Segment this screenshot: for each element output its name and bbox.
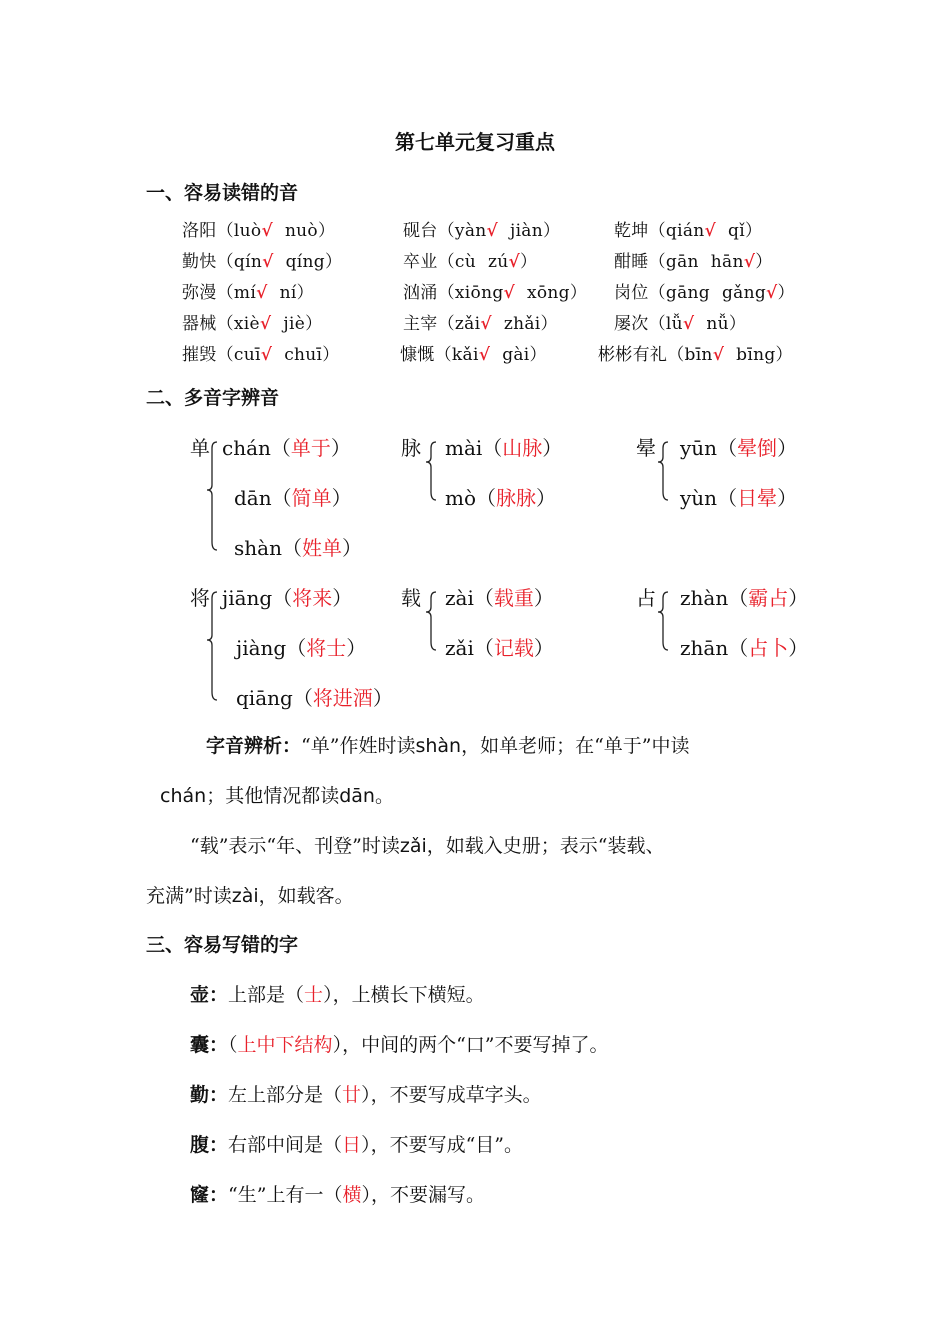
bracket: （ <box>216 314 234 334</box>
pronunciation-item <box>598 340 793 365</box>
bracket: （ <box>292 686 313 710</box>
example-word: 将士 <box>306 636 347 660</box>
check-mark: √ <box>682 314 695 334</box>
check-mark: √ <box>712 345 725 365</box>
answer-text: 日 <box>342 1134 362 1156</box>
check-mark: √ <box>480 314 492 334</box>
writing-item <box>190 980 485 1007</box>
reading-line <box>680 432 797 461</box>
polyphone-char: 将 <box>190 586 210 610</box>
pinyin-text: jiāng <box>222 586 273 610</box>
analysis-line-4 <box>146 881 354 908</box>
bracket: ） <box>777 486 798 510</box>
bracket: （ <box>473 636 494 660</box>
pinyin-option: bīn <box>684 345 713 365</box>
pronunciation-item <box>403 216 560 241</box>
pronunciation-item <box>614 216 762 241</box>
pronunciation-item <box>182 309 322 334</box>
section-heading-3: 三、容易写错的字 <box>146 934 299 956</box>
analysis-text: ，如载客。 <box>258 885 354 907</box>
check-mark: √ <box>503 283 515 303</box>
word: 屡次 <box>614 314 649 334</box>
reading-line <box>680 482 797 511</box>
bracket: ） <box>744 221 763 241</box>
pinyin-text: jiàng <box>236 636 287 660</box>
polyphone-char: 载 <box>401 586 421 610</box>
pinyin-text: zǎi <box>399 835 427 857</box>
note-text: ），不要写成草字头。 <box>361 1084 542 1106</box>
section-heading-2: 二、多音字辨音 <box>146 387 280 409</box>
pinyin-option: gān <box>665 252 699 272</box>
reading-line <box>234 482 352 511</box>
example-word: 山脉 <box>502 436 543 460</box>
pronunciation-item <box>614 278 795 303</box>
bracket: （ <box>648 314 666 334</box>
word: 摧毁 <box>182 345 217 365</box>
pronunciation-item <box>182 247 342 272</box>
word: 器械 <box>182 314 217 334</box>
bracket: （ <box>216 221 234 241</box>
reading-line <box>445 582 554 611</box>
note-text: ），中间的两个“口”不要写掉了。 <box>332 1034 609 1056</box>
analysis-text: 充满”时读 <box>146 885 232 907</box>
reading-line <box>680 582 808 611</box>
pinyin-option: xiōng <box>454 283 504 303</box>
reading-line <box>445 632 554 661</box>
pinyin-option: lǚ <box>665 314 683 334</box>
example-word: 脉脉 <box>496 486 537 510</box>
pinyin-text: zhàn <box>680 586 729 610</box>
word: 岗位 <box>614 283 649 303</box>
bracket: （ <box>216 283 234 303</box>
bracket: ） <box>569 283 588 303</box>
colon: ： <box>209 1034 229 1056</box>
writing-item <box>190 1030 609 1057</box>
bracket: （ <box>270 436 291 460</box>
pinyin-option: hān <box>710 252 744 272</box>
check-mark: √ <box>704 221 717 241</box>
pinyin-option: zú <box>488 252 509 272</box>
target-char: 窿 <box>190 1184 210 1206</box>
pinyin-option: qín <box>233 252 263 272</box>
bracket: ） <box>520 252 538 272</box>
pinyin-option: cuī <box>233 345 261 365</box>
pronunciation-item <box>403 309 558 334</box>
pinyin-option: gài <box>502 345 530 365</box>
curly-brace-icon <box>424 590 440 652</box>
pinyin-option: cù <box>454 252 476 272</box>
note-text: “生”上有一（ <box>228 1184 343 1206</box>
pinyin-text: zài <box>231 885 259 907</box>
bracket: ） <box>322 345 340 365</box>
check-mark: √ <box>262 252 274 272</box>
bracket: ） <box>788 586 809 610</box>
bracket: （ <box>216 345 234 365</box>
example-word: 载重 <box>493 586 534 610</box>
example-word: 单于 <box>290 436 331 460</box>
pronunciation-item <box>400 340 547 365</box>
bracket: ） <box>540 314 558 334</box>
bracket: ） <box>296 283 314 303</box>
bracket: （ <box>272 586 293 610</box>
bracket: ） <box>346 636 367 660</box>
bracket: （ <box>648 283 666 303</box>
bracket: （ <box>437 283 455 303</box>
bracket: （ <box>648 252 666 272</box>
note-text: ），不要写成“目”。 <box>361 1134 523 1156</box>
reading-line <box>445 482 556 511</box>
pinyin-text: shàn <box>234 536 282 560</box>
pinyin-text: chán <box>160 785 207 807</box>
pinyin-option: zǎi <box>454 314 481 334</box>
pinyin-option: nuò <box>284 221 318 241</box>
pinyin-option: gǎng <box>721 283 767 303</box>
colon: ： <box>209 1184 229 1206</box>
colon: ： <box>209 1084 229 1106</box>
bracket: ） <box>372 686 393 710</box>
pinyin-text: yùn <box>680 486 718 510</box>
colon: ： <box>209 1134 229 1156</box>
check-mark: √ <box>508 252 520 272</box>
target-char: 勤 <box>190 1084 210 1106</box>
bracket: （ <box>717 486 738 510</box>
bracket: （ <box>482 436 503 460</box>
reading-line <box>222 432 351 461</box>
bracket: （ <box>216 252 234 272</box>
bracket: ） <box>317 221 336 241</box>
analysis-line-3 <box>190 831 664 858</box>
bracket: ） <box>533 636 554 660</box>
word: 洛阳 <box>182 221 217 241</box>
bracket: ） <box>330 436 351 460</box>
curly-brace-icon <box>656 440 672 502</box>
reading-line <box>236 632 366 661</box>
pinyin-option: mí <box>233 283 257 303</box>
pinyin-option: gāng <box>665 283 710 303</box>
bracket: ） <box>777 283 795 303</box>
pinyin-option: jiàn <box>510 221 543 241</box>
pinyin-option: kǎi <box>451 345 479 365</box>
pronunciation-item <box>614 309 746 334</box>
bracket: （ <box>473 586 494 610</box>
pinyin-option: ní <box>279 283 297 303</box>
curly-brace-icon <box>205 590 221 702</box>
pinyin-option: qián <box>665 221 705 241</box>
pinyin-text: chán <box>222 436 271 460</box>
bracket: （ <box>437 314 455 334</box>
bracket: （ <box>728 636 749 660</box>
page-title: 第七单元复习重点 <box>395 130 555 154</box>
curly-brace-icon <box>656 590 672 652</box>
reading-line <box>680 632 808 661</box>
pinyin-text: dān <box>339 785 375 807</box>
pinyin-option: yàn <box>454 221 487 241</box>
word: 慷慨 <box>400 345 435 365</box>
bracket: （ <box>271 486 292 510</box>
pronunciation-item <box>614 247 773 272</box>
pinyin-text: dān <box>234 486 272 510</box>
note-text: （ <box>228 1034 238 1056</box>
example-word: 占卜 <box>748 636 789 660</box>
note-text: ），不要漏写。 <box>361 1184 485 1206</box>
pinyin-option: xōng <box>527 283 570 303</box>
word: 乾坤 <box>614 221 649 241</box>
note-text: 左上部分是（ <box>228 1084 343 1106</box>
word: 弥漫 <box>182 283 217 303</box>
bracket: （ <box>476 486 497 510</box>
pinyin-option: nǚ <box>706 314 729 334</box>
check-mark: √ <box>743 252 756 272</box>
example-word: 姓单 <box>301 536 342 560</box>
bracket: ） <box>529 345 547 365</box>
reading-line <box>222 582 352 611</box>
pinyin-option: qíng <box>285 252 325 272</box>
example-word: 将进酒 <box>312 686 373 710</box>
word: 主宰 <box>403 314 438 334</box>
word: 砚台 <box>403 221 438 241</box>
example-word: 将来 <box>292 586 333 610</box>
check-mark: √ <box>766 283 778 303</box>
pinyin-option: qǐ <box>728 221 745 241</box>
bracket: （ <box>717 436 738 460</box>
pinyin-option: luò <box>233 221 262 241</box>
bracket: （ <box>286 636 307 660</box>
bracket: ） <box>341 536 362 560</box>
answer-text: 横 <box>342 1184 362 1206</box>
pronunciation-item <box>182 216 335 241</box>
pinyin-text: mò <box>445 486 477 510</box>
pinyin-option: xiè <box>233 314 260 334</box>
pronunciation-item <box>403 278 587 303</box>
bracket: ） <box>324 252 343 272</box>
answer-text: 士 <box>304 984 324 1006</box>
analysis-line-1 <box>206 731 690 758</box>
reading-line <box>234 532 362 561</box>
bracket: （ <box>667 345 685 365</box>
note-text: ），上横长下横短。 <box>323 984 485 1006</box>
writing-item <box>190 1080 542 1107</box>
polyphone-char: 占 <box>636 586 656 610</box>
curly-brace-icon <box>205 440 221 552</box>
word: 卒业 <box>403 252 438 272</box>
bracket: （ <box>434 345 452 365</box>
analysis-text: ，如单老师；在“单于”中读 <box>461 735 690 757</box>
check-mark: √ <box>486 221 498 241</box>
bracket: （ <box>281 536 302 560</box>
word: 勤快 <box>182 252 217 272</box>
pinyin-option: jiè <box>283 314 306 334</box>
example-word: 简单 <box>291 486 332 510</box>
bracket: ） <box>728 314 747 334</box>
polyphone-char: 单 <box>190 436 210 460</box>
word: 酣睡 <box>614 252 649 272</box>
bracket: （ <box>437 221 455 241</box>
reading-line <box>236 682 393 711</box>
bracket: ） <box>775 345 793 365</box>
target-char: 腹 <box>190 1134 210 1156</box>
bracket: ） <box>533 586 554 610</box>
pinyin-text: zài <box>445 586 474 610</box>
colon: ： <box>209 984 229 1006</box>
bracket: ） <box>543 221 561 241</box>
reading-line <box>445 432 562 461</box>
writing-item <box>190 1180 485 1207</box>
writing-item <box>190 1130 523 1157</box>
bracket: ） <box>331 486 352 510</box>
check-mark: √ <box>259 314 272 334</box>
answer-text: 廿 <box>342 1084 362 1106</box>
example-word: 晕倒 <box>737 436 778 460</box>
note-text: 上部是（ <box>228 984 305 1006</box>
target-char: 壶 <box>190 984 210 1006</box>
pronunciation-item <box>182 278 314 303</box>
pinyin-text: yūn <box>680 436 718 460</box>
pinyin-text: zǎi <box>445 636 474 660</box>
word: 彬彬有礼 <box>598 345 668 365</box>
pronunciation-item <box>403 247 537 272</box>
analysis-text: “单”作姓时读 <box>301 735 416 757</box>
pinyin-text: zhān <box>680 636 729 660</box>
pinyin-text: mài <box>445 436 483 460</box>
bracket: （ <box>728 586 749 610</box>
bracket: （ <box>648 221 666 241</box>
note-text: 右部中间是（ <box>228 1134 343 1156</box>
answer-text: 上中下结构 <box>237 1034 333 1056</box>
bracket: ） <box>332 586 353 610</box>
example-word: 记载 <box>493 636 534 660</box>
bracket: ） <box>755 252 773 272</box>
pinyin-option: bīng <box>736 345 776 365</box>
analysis-text: 。 <box>374 785 394 807</box>
bracket: （ <box>437 252 455 272</box>
word: 汹涌 <box>403 283 438 303</box>
bracket: ） <box>536 486 557 510</box>
check-mark: √ <box>478 345 491 365</box>
section-heading-1: 一、容易读错的音 <box>146 182 299 204</box>
analysis-line-2 <box>160 781 394 808</box>
curly-brace-icon <box>424 440 440 502</box>
check-mark: √ <box>260 345 273 365</box>
example-word: 日晕 <box>737 486 778 510</box>
example-word: 霸占 <box>748 586 789 610</box>
target-char: 囊 <box>190 1034 210 1056</box>
analysis-text: “载”表示“年、刊登”时读 <box>190 835 400 857</box>
pronunciation-item <box>182 340 340 365</box>
bracket: ） <box>777 436 798 460</box>
polyphone-char: 晕 <box>636 436 656 460</box>
polyphone-char: 脉 <box>401 436 421 460</box>
check-mark: √ <box>261 221 273 241</box>
analysis-text: ，如载入史册；表示“装载、 <box>426 835 665 857</box>
pinyin-text: qiāng <box>236 686 293 710</box>
pinyin-option: zhǎi <box>503 314 541 334</box>
pinyin-option: chuī <box>284 345 323 365</box>
pinyin-text: shàn <box>415 735 462 757</box>
bracket: ） <box>788 636 809 660</box>
analysis-label: 字音辨析： <box>206 735 302 757</box>
bracket: ） <box>305 314 323 334</box>
analysis-text: ；其他情况都读 <box>206 785 340 807</box>
bracket: ） <box>542 436 563 460</box>
check-mark: √ <box>256 283 268 303</box>
